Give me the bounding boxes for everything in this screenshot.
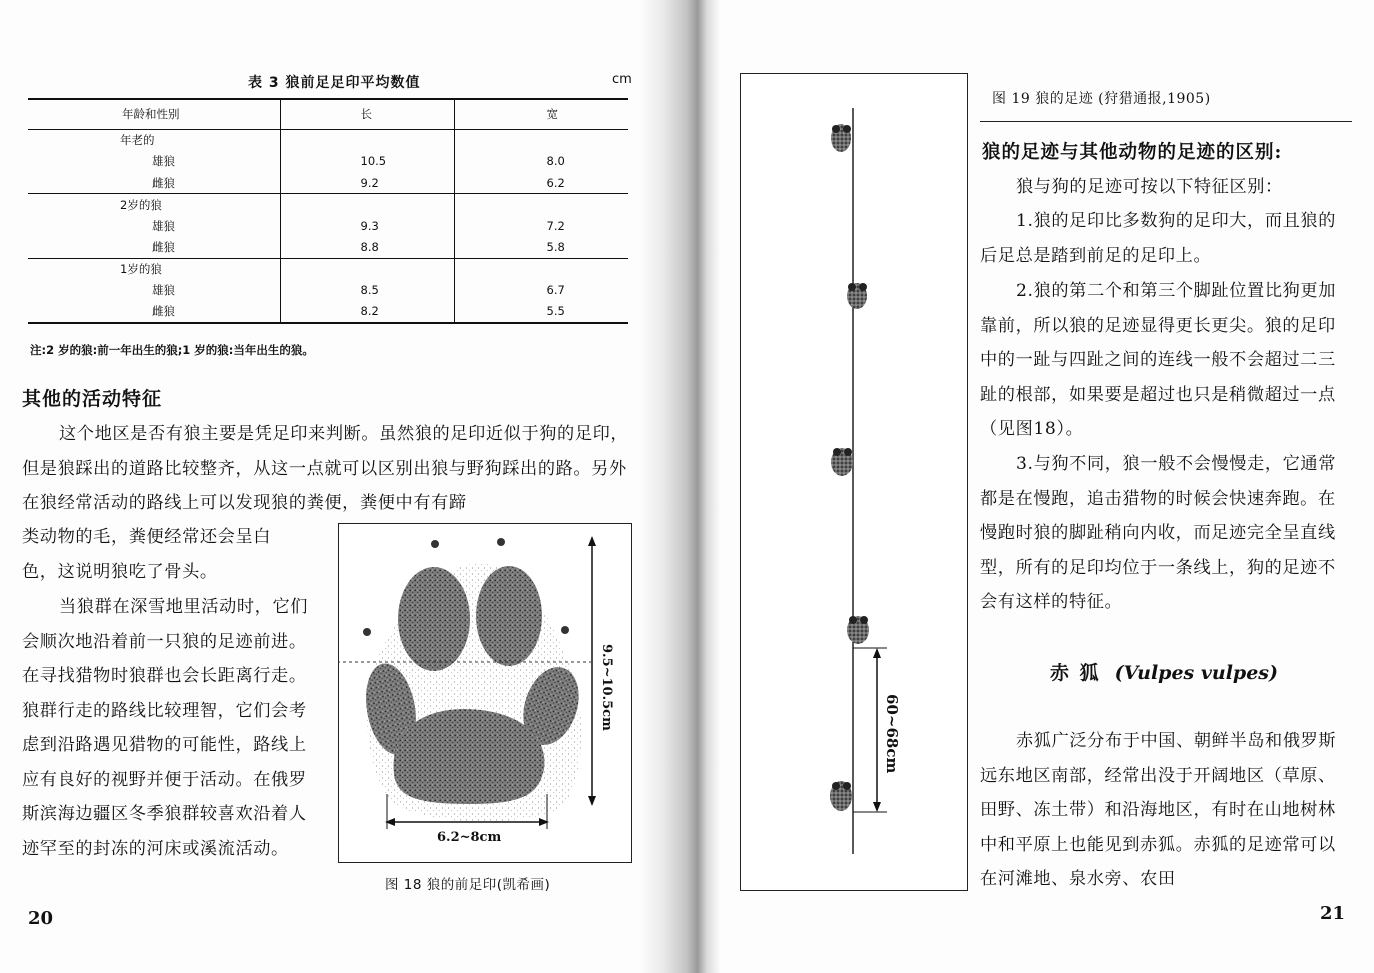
paragraph: 1.狼的足印比多数狗的足印大，而且狼的后足总是踏到前足的足印上。 xyxy=(980,211,1336,266)
row-sex: 雄狼 xyxy=(28,280,280,302)
group-label: 1岁的狼 xyxy=(28,258,280,280)
row-length: 9.2 xyxy=(280,172,454,194)
paragraph: 狼与狗的足迹可按以下特征区别： xyxy=(1016,177,1283,197)
toe-pad xyxy=(476,566,542,666)
arrow-head xyxy=(873,648,881,658)
row-length: 8.8 xyxy=(280,237,454,259)
paragraph: 赤狐广泛分布于中国、朝鲜半岛和俄罗斯远东地区南部，经常出没于开阔地区（草原、田野、冻土带）和沿海地区，有时在山地树林中和平原上也能见到赤狐。赤狐的足迹常可以在河滩地、泉水旁、农田 xyxy=(980,731,1337,889)
row-width: 6.2 xyxy=(546,175,565,190)
footprint-mark xyxy=(831,448,853,476)
paragraph: 这个地区是否有狼主要是凭足印来判断。虽然狼的足印近似于狗的足印，但是狼踩出的道路比较整齐，从这一点就可以区别出狼与野狗踩出的路。另外在狼经常活动的路线上可以发现狼的粪便，粪便中有有蹄 xyxy=(22,424,629,513)
footprint-mark xyxy=(847,283,867,309)
stride-label: 60~68cm xyxy=(883,694,901,774)
footprint-mark xyxy=(831,124,851,152)
group-label: 2岁的狼 xyxy=(28,194,280,216)
paragraph: 3.与狗不同，狼一般不会慢慢走，它通常都是在慢跑，追击猎物的时候会快速奔跑。在慢跑时狼的脚趾稍向内收，而足迹完全呈直线型，所有的足印均位于一条线上，狗的足迹不会有这样的特征。 xyxy=(980,454,1336,612)
figure-19-caption: 图 19 狼的足迹 (狩猎通报,1905) xyxy=(992,91,1211,107)
fox-name: 赤 狐 xyxy=(1050,662,1101,684)
row-width: 8.0 xyxy=(546,154,565,169)
table-group-row xyxy=(28,194,628,216)
footprint-mark xyxy=(847,616,869,644)
table-row xyxy=(28,215,628,237)
paragraph: 2.狼的第二个和第三个脚趾位置比狗更加靠前，所以狼的足迹显得更长更尖。狼的足印中的一趾与四趾之间的连线一般不会超过二三趾的根部，如果要是超过也只是稍微超过一点（见图18）。 xyxy=(980,281,1336,439)
figure-18-pawprint xyxy=(338,523,632,863)
row-sex: 雌狼 xyxy=(28,172,280,194)
figure-19-track xyxy=(740,73,968,891)
page-number-right: 21 xyxy=(1320,903,1346,924)
row-sex: 雄狼 xyxy=(28,215,280,237)
fox-section-title xyxy=(1050,658,1278,685)
figure-18-caption: 图 18 狼的前足印(凯希画) xyxy=(385,877,551,893)
row-sex: 雄狼 xyxy=(28,151,280,173)
row-length: 10.5 xyxy=(280,151,454,173)
table-group-row xyxy=(28,258,628,280)
table-row xyxy=(28,151,628,173)
paragraph: 当狼群在深雪地里活动时，它们会顺次地沿着前一只狼的足迹前进。在寻找猎物时狼群也会长距离行走。狼群行走的路线比较理智，它们会考虑到沿路遇见猎物的可能性，路线上应有良好的视野并便于活动。在俄罗斯滨海边疆区冬季狼群较喜欢沿着人迹罕至的封冻的河床或溪流活动。 xyxy=(22,597,309,859)
claw-mark xyxy=(431,540,439,548)
paragraph: 类动物的毛，粪便经常还会呈白色，这说明狼吃了骨头。 xyxy=(22,527,272,582)
table-header-row xyxy=(28,99,628,129)
row-length: 8.2 xyxy=(280,301,454,323)
header-age-sex: 年龄和性别 xyxy=(28,99,280,129)
claw-mark xyxy=(561,626,569,634)
track-illustration xyxy=(741,74,968,891)
row-width: 7.2 xyxy=(546,218,565,233)
row-width: 5.5 xyxy=(454,301,628,323)
page-number-left: 20 xyxy=(28,908,54,929)
table-unit: cm xyxy=(612,72,632,87)
table-note: 注:2 岁的狼:前一年出生的狼;1 岁的狼:当年出生的狼。 xyxy=(30,343,314,357)
row-sex: 雌狼 xyxy=(28,237,280,259)
table-row xyxy=(28,237,628,259)
table-title: 表 3 狼前足足印平均数值 xyxy=(248,75,421,91)
claw-mark xyxy=(497,538,505,546)
height-label: 9.5~10.5cm xyxy=(599,644,614,731)
row-sex: 雌狼 xyxy=(28,301,280,323)
table-row xyxy=(28,172,628,194)
caption-rule xyxy=(980,121,1352,122)
table-group-row xyxy=(28,129,628,151)
arrow-head xyxy=(873,802,881,812)
row-length: 9.3 xyxy=(280,215,454,237)
row-length: 8.5 xyxy=(280,280,454,302)
claw-mark xyxy=(363,628,371,636)
section-title: 其他的活动特征 xyxy=(22,388,163,410)
table-row xyxy=(28,301,628,323)
book-gutter xyxy=(640,0,720,973)
pawprint-illustration xyxy=(339,524,632,863)
toe-pad xyxy=(398,567,470,671)
section-title: 狼的足迹与其他动物的足迹的区别: xyxy=(982,142,1283,163)
fox-latin-name: (Vulpes vulpes) xyxy=(1114,662,1278,684)
footprint-table xyxy=(28,98,628,324)
row-width: 6.7 xyxy=(546,283,565,298)
group-label: 年老的 xyxy=(28,129,280,151)
arrow-head xyxy=(588,796,596,806)
row-width: 5.8 xyxy=(546,240,565,254)
footprint-mark xyxy=(830,781,852,811)
arrow-head xyxy=(588,536,596,546)
width-label: 6.2~8cm xyxy=(437,830,502,845)
header-width: 宽 xyxy=(454,99,628,129)
table-row xyxy=(28,280,628,302)
header-length: 长 xyxy=(280,99,454,129)
